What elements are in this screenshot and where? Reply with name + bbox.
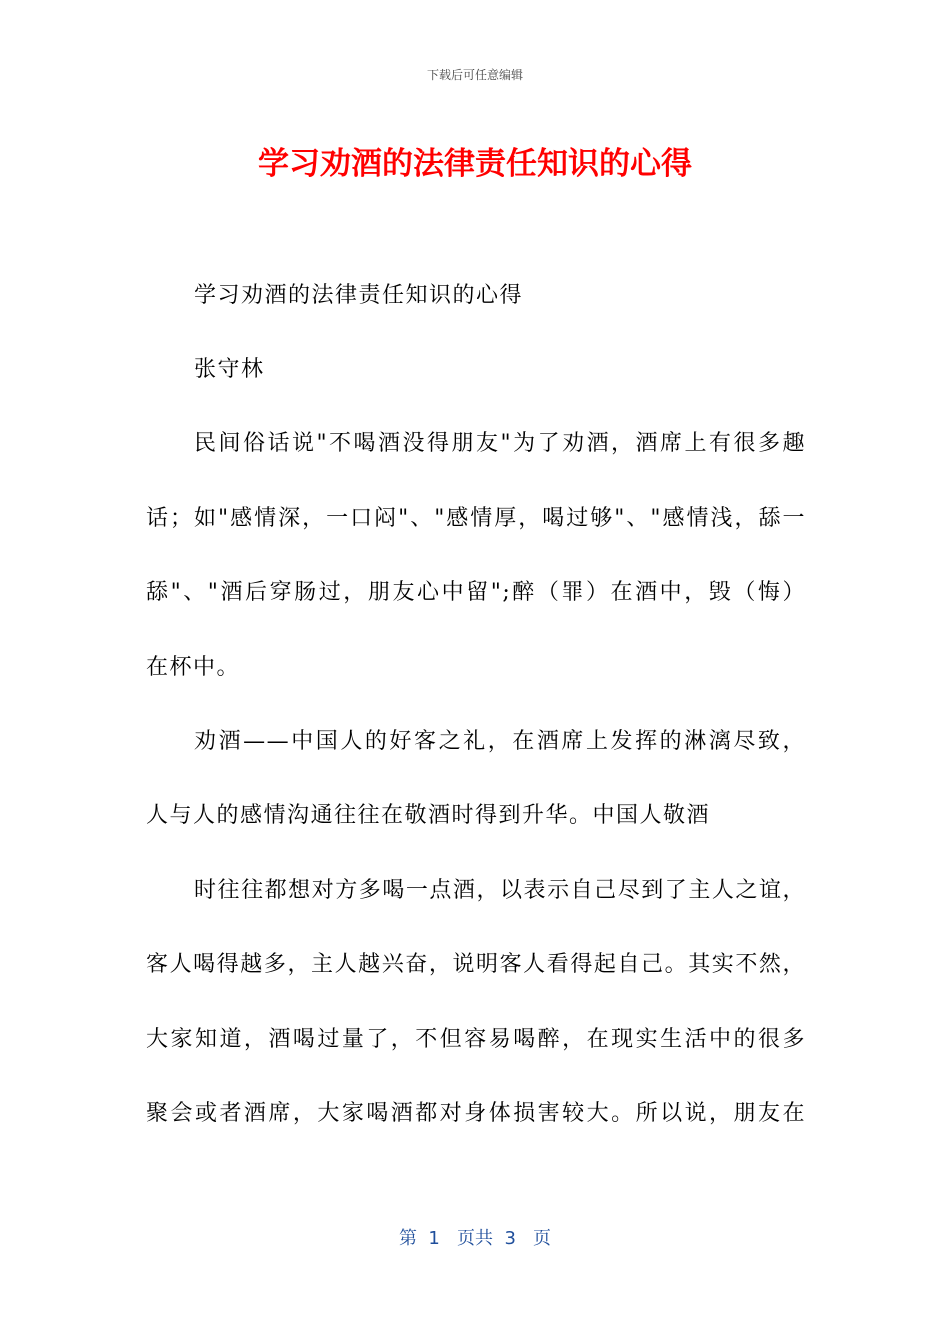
paragraph-line: 大家知道，酒喝过量了，不但容易喝醉，在现实生活中的很多 — [146, 1027, 806, 1052]
page-number-footer: 第 1 页共 3 页 — [398, 1228, 552, 1249]
paragraph-line: 民间俗话说"不喝酒没得朋友"为了劝酒，酒席上有很多趣 — [194, 431, 806, 456]
paragraph-line-subtitle: 学习劝酒的法律责任知识的心得 — [194, 283, 524, 308]
paragraph-line: 客人喝得越多，主人越兴奋，说明客人看得起自己。其实不然， — [146, 952, 806, 977]
paragraph-line: 人与人的感情沟通往往在敬酒时得到升华。中国人敬酒 — [146, 803, 711, 828]
paragraph-line: 时往往都想对方多喝一点酒，以表示自己尽到了主人之谊， — [194, 878, 806, 903]
paragraph-line: 话；如"感情深，一口闷"、"感情厚，喝过够"、"感情浅，舔一 — [146, 506, 806, 531]
paragraph-line: 劝酒——中国人的好客之礼，在酒席上发挥的淋漓尽致， — [194, 729, 806, 754]
paragraph-line-author: 张守林 — [194, 357, 265, 382]
paragraph-line: 在杯中。 — [146, 655, 241, 680]
paragraph-line: 舔"、"酒后穿肠过，朋友心中留";醉（罪）在酒中，毁（悔） — [146, 580, 806, 605]
document-title: 学习劝酒的法律责任知识的心得 — [258, 146, 692, 182]
header-note: 下载后可任意编辑 — [426, 68, 523, 82]
paragraph-line: 聚会或者酒席，大家喝酒都对身体损害较大。所以说，朋友在 — [146, 1101, 806, 1126]
